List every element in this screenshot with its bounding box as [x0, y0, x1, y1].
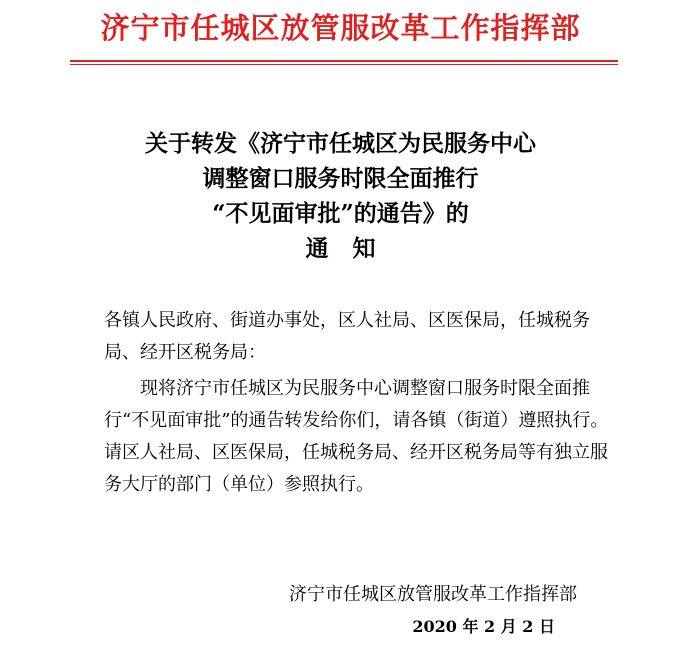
title-line-2: 调整窗口服务时限全面推行	[202, 165, 479, 192]
body-paragraph: 现将济宁市任城区为民服务中心调整窗口服务时限全面推行“不见面审批”的通告转发给你们，请各镇（街道）遵照执行。请区人社局、区医保局，任城税务局、经开区税务局等有独立服务大厅的部门（单位）参照执行。	[104, 378, 609, 495]
title-line-3: “不见面审批”的通告》的	[212, 200, 469, 227]
letterhead-org-name: 济宁市任城区放管服改革工作指挥部	[100, 11, 581, 45]
title-line-1: 关于转发《济宁市任城区为民服务中心	[145, 130, 536, 157]
signer-org-name: 济宁市任城区放管服改革工作指挥部	[289, 584, 577, 605]
addressee-paragraph: 各镇人民政府、街道办事处，区人社局、区医保局，任城税务局、经开区税务局：	[104, 310, 590, 363]
title-line-notice: 通知	[305, 235, 400, 262]
issue-date: 2020 年 2 月 2 日	[412, 617, 555, 636]
letterhead-red-rule-thin	[70, 64, 618, 65]
letterhead-red-rule	[70, 60, 618, 62]
document-title	[0, 126, 681, 266]
